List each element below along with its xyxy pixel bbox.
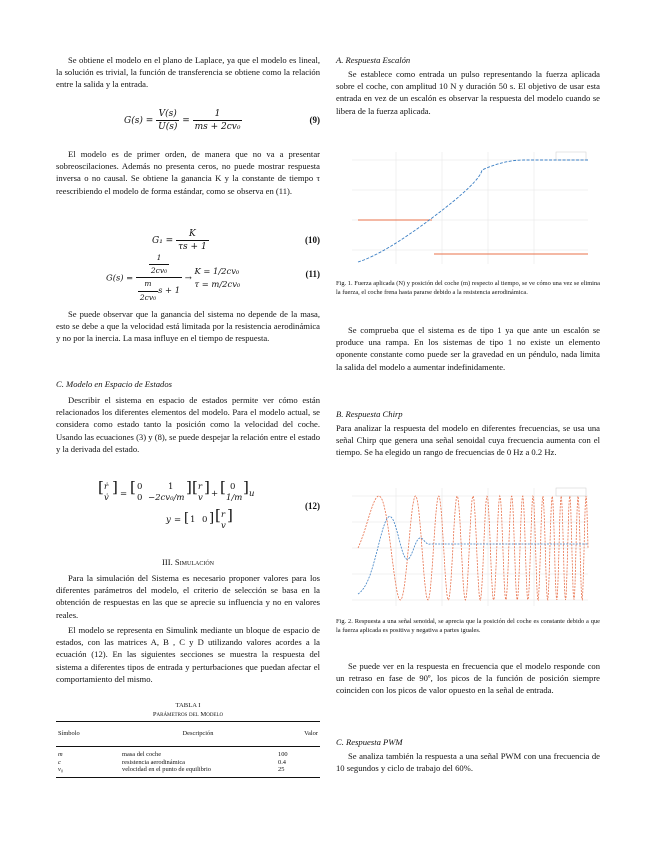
eq9-num1: V(s) [156, 108, 179, 121]
equation-11 [56, 252, 320, 302]
svg-text:[: [ [98, 478, 104, 496]
table-row [56, 759, 320, 766]
paragraph-simulation: Para la simulación del Sistema es necesario proponer valores para los diferentes parámetros del modelo, el criterio de selección se basa en la obtención de respuestas en las que se aprecie su influencia y no en valores reales. [56, 573, 320, 620]
table-cell: masa del coche [122, 751, 162, 759]
state-space-matrix [96, 478, 296, 536]
eq10-lhs: G₁ = [152, 236, 174, 247]
paragraph-simulink: El modelo se representa en Simulink mediante un bloque de espacio de estados, con las matrices A, B , C y D utilizando valores acordes a la ecuación (12). En las siguientes secciones se muestra la respuesta del sistema a diferentes tipos de entrada y perturbaciones que puedan afectar el comportamiento del mismo. [56, 625, 320, 684]
svg-text:[: [ [130, 478, 136, 496]
paragraph-chirp: Para analizar la respuesta del modelo en diferentes frecuencias, se usa una señal Chirp que genera una señal senoidal cuya frecuencia aumenta con el tiempo. Se ha elegido un rango de frecuencias de 0 Hz a 0.2 Hz. [336, 423, 600, 458]
svg-text:[: [ [220, 478, 226, 496]
svg-text:]: ] [227, 506, 233, 524]
equation-number-11: (11) [305, 269, 320, 279]
eq10-den: τs + 1 [178, 242, 207, 253]
svg-text:r: r [198, 482, 203, 492]
table-cell: resistencia aerodinámica [122, 758, 185, 766]
table-cell: m [58, 751, 63, 759]
table-header-symbol: Símbolo [58, 730, 80, 737]
eq11-arrow: → [184, 272, 192, 283]
paragraph-type1: Se comprueba que el sistema es de tipo 1 ya que ante un escalón se produce una rampa. En los sistemas de tipo 1 no existe un elemento oponente constante como puede ser la gravedad en un péndulo, nada limita la salida del modelo a aumentar indefinidamente. [336, 325, 600, 372]
eq9-num2: 1 [193, 108, 243, 121]
svg-text:0: 0 [137, 493, 143, 503]
paragraph-pwm: Se analiza también la respuesta a una señal PWM con una frecuencia de 10 segundos y ciclo de trabajo del 60%. [336, 751, 600, 774]
svg-text:1/m: 1/m [226, 493, 243, 503]
equation-number-12: (12) [305, 501, 320, 511]
paragraph-laplace: Se obtiene el modelo en el plano de Laplace, ya que el modelo es lineal, la solución es trivial, la función de transferencia se obtiene como la relación entre la salida y la entrada. [56, 55, 320, 90]
svg-text:=: = [174, 515, 182, 525]
table-cell: v₀ [58, 766, 64, 774]
table-row [56, 747, 320, 759]
table-label: TABLA I [175, 702, 201, 709]
equation-number-9: (9) [309, 115, 320, 125]
svg-text:y: y [166, 515, 171, 525]
svg-text:]: ] [112, 478, 118, 496]
table-header-value: Valor [304, 730, 318, 737]
eq11-den-top: m [138, 278, 158, 291]
eq11-den-tail: s + 1 [158, 285, 181, 296]
svg-text:[: [ [192, 478, 198, 496]
eq11-num-bot: 2cv₀ [150, 266, 168, 276]
svg-text:+: + [211, 489, 219, 499]
table-title: Parámetros del Modelo [152, 711, 224, 718]
svg-text:]: ] [243, 478, 249, 496]
table-row [56, 766, 320, 778]
parameters-table [56, 702, 320, 778]
svg-text:0: 0 [202, 515, 208, 525]
svg-text:0: 0 [230, 482, 236, 492]
figure-2-plot [344, 482, 592, 610]
table-header-description: Descripción [182, 730, 214, 737]
paragraph-first-order: El modelo es de primer orden, de manera que no va a presentar sobreoscilaciones. Además no presenta ceros, no puede mostrar respuesta inversa o no causal. Se obtiene la ganancia K y la constante de tiempo τ reescribiendo el modelo de forma estándar, como se observa en (11). [56, 149, 320, 196]
svg-text:1: 1 [168, 482, 174, 492]
eq9-den2: ms + 2cv₀ [194, 122, 241, 133]
table-cell: c [58, 758, 61, 766]
svg-text:r: r [221, 510, 226, 520]
svg-text:[: [ [184, 511, 190, 526]
svg-text:[: [ [215, 506, 221, 524]
section-b-heading: B. Respuesta Chirp [336, 409, 403, 419]
equation-12 [56, 478, 320, 536]
eq11-num-top: 1 [149, 252, 169, 265]
section-c-heading: C. Modelo en Espacio de Estados [56, 379, 172, 389]
svg-text:v: v [221, 521, 226, 531]
svg-text:u: u [249, 489, 255, 499]
svg-text:1: 1 [190, 515, 196, 525]
paragraph-phase: Se puede ver en la respuesta en frecuencia que el modelo responde con un retraso en fase de 90º, los picos de la función de posición siempre coinciden con los picos de valor opuesto en la señal de entrada. [336, 661, 600, 696]
plot-background [344, 146, 592, 272]
svg-text:]: ] [209, 511, 215, 526]
svg-text:0: 0 [137, 482, 143, 492]
section-a-heading: A. Respuesta Escalón [336, 55, 411, 65]
paragraph-gain: Se puede observar que la ganancia del sistema no depende de la masa, esto se debe a que la velocidad está limitada por la resistencia aerodinámica y no por la inercia. La masa influye en el tiempo de respuesta. [56, 309, 320, 344]
table-cell: velocidad en el punto de equilibrio [122, 766, 211, 774]
svg-text:ṙ: ṙ [104, 482, 109, 492]
eq11-lhs: G(s) = [106, 272, 134, 283]
table-cell: 100 [278, 751, 288, 759]
svg-text:v̇: v̇ [104, 493, 109, 503]
table-cell: 0.4 [278, 758, 286, 766]
eq11-den-bot: 2cv₀ [139, 292, 157, 302]
svg-text:v: v [198, 493, 203, 503]
eq9-lhs: G(s) = [124, 116, 154, 127]
figure-2-caption: Fig. 2. Respuesta a una señal senoidal, se aprecia que la posición del coche es constante debido a que la fuerza aplicada es positiva y negativa a partes iguales. [336, 618, 600, 634]
paragraph-step: Se establece como entrada un pulso representando la fuerza aplicada sobre el coche, con amplitud 10 N y duración 50 s. El objetivo de usar esta entrada en vez de un escalón es observar la respuesta del modelo cuando se libera de la fuerza aplicada. [336, 69, 600, 116]
eq11-tau: τ = m/2cv₀ [194, 278, 241, 289]
svg-text:]: ] [204, 478, 210, 496]
svg-text:−2cv₀/m: −2cv₀/m [148, 493, 185, 503]
equation-number-10: (10) [305, 235, 320, 245]
figure-1-plot [344, 146, 592, 272]
figure-1-caption: Fig. 1. Fuerza aplicada (N) y posición del coche (m) respecto al tiempo, se ve cómo una vez se elimina la fuerza, el coche frena hasta pararse debido a la resistencia aerodinámica. [336, 280, 600, 296]
eq10-num: K [176, 228, 209, 241]
equation-9: G(s) = $\frac{V(s)}{U(s)}$ = $\frac{1}{\text{ms + 2cv₀}}$ (9) [124, 109, 320, 133]
eq9-den1: U(s) [158, 122, 178, 133]
table-cell: 25 [278, 766, 285, 774]
section-iii-heading: III. Simulación [162, 557, 214, 567]
eq11-gain: K = 1/2cv₀ [194, 265, 240, 276]
svg-text:]: ] [186, 478, 192, 496]
svg-text:=: = [120, 489, 128, 499]
section-c-pwm-heading: C. Respuesta PWM [336, 737, 403, 747]
paragraph-state-space: Describir el sistema en espacio de estados permite ver cómo están relacionados los diferentes elementos del modelo. Para el modelo actual, se considera como estado tanto la posición como la velocidad del coche. Usando las ecuaciones (3) y (8), se puede despejar la relación entre el estado y la derivada del estado. [56, 395, 320, 454]
